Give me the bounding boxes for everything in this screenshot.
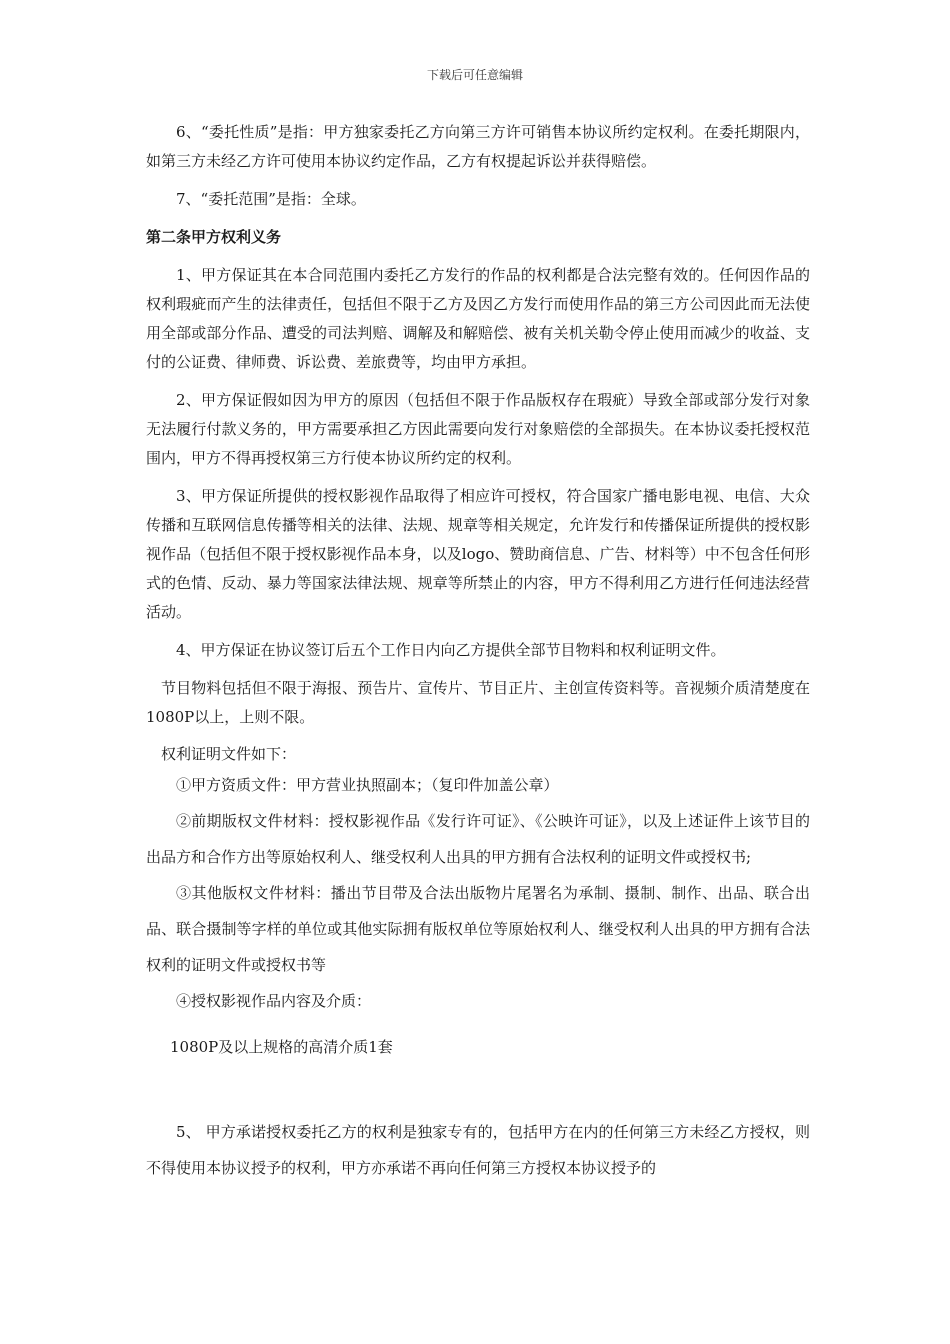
obligation-4-paragraph: 4、甲方保证在协议签订后五个工作日内向乙方提供全部节目物料和权利证明文件。: [176, 641, 726, 659]
section-heading: 第二条甲方权利义务: [146, 228, 282, 246]
proof-item-4: ④授权影视作品内容及介质：: [176, 992, 372, 1010]
page-header: 下载后可任意编辑: [426, 68, 523, 82]
obligation-2-paragraph: 2、甲方保证假如因为甲方的原因（包括但不限于作品版权存在瑕疵）导致全部或部分发行对象无法履行付款义务的，甲方需要承担乙方因此需要向发行对象赔偿的全部损失。在本协议委托授权范围内，甲方不得再授权第三方行使本协议所约定的权利。: [146, 391, 810, 467]
proof-item-1: ①甲方资质文件：甲方营业执照副本；（复印件加盖公章）: [176, 776, 559, 794]
proof-title: 权利证明文件如下：: [161, 745, 297, 763]
media-spec: 1080P及以上规格的高清介质1套: [170, 1038, 393, 1056]
clause-6-paragraph: 6、“委托性质”是指：甲方独家委托乙方向第三方许可销售本协议所约定权利。在委托期限内，如第三方未经乙方许可使用本协议约定作品，乙方有权提起诉讼并获得赔偿。: [146, 123, 810, 170]
obligation-1-paragraph: 1、甲方保证其在本合同范围内委托乙方发行的作品的权利都是合法完整有效的。任何因作品的权利瑕疵而产生的法律责任，包括但不限于乙方及因乙方发行而使用作品的第三方公司因此而无法使用全部或部分作品、遭受的司法判赔、调解及和解赔偿、被有关机关勒令停止使用而减少的收益、支付的公证费、律师费、诉讼费、差旅费等，均由甲方承担。: [146, 266, 810, 371]
document-body: [146, 118, 810, 1186]
proof-item-3: ③其他版权文件材料：播出节目带及合法出版物片尾署名为承制、摄制、制作、出品、联合出品、联合摄制等字样的单位或其他实际拥有版权单位等原始权利人、继受权利人出具的甲方拥有合法权利的证明文件或授权书等: [146, 884, 810, 974]
obligation-3-paragraph: 3、甲方保证所提供的授权影视作品取得了相应许可授权，符合国家广播电影电视、电信、大众传播和互联网信息传播等相关的法律、法规、规章等相关规定，允许发行和传播保证所提供的授权影视作品（包括但不限于授权影视作品本身，以及logo、赞助商信息、广告、材料等）中不包含任何形式的色情、反动、暴力等国家法律法规、规章等所禁止的内容，甲方不得利用乙方进行任何违法经营活动。: [146, 487, 810, 621]
clause-7-paragraph: 7、“委托范围”是指：全球。: [176, 190, 366, 208]
materials-paragraph: 节目物料包括但不限于海报、预告片、宣传片、节目正片、主创宣传资料等。音视频介质清楚度在1080P以上，上则不限。: [146, 679, 810, 726]
proof-item-2: ②前期版权文件材料：授权影视作品《发行许可证》、《公映许可证》，以及上述证件上该节目的出品方和合作方出等原始权利人、继受权利人出具的甲方拥有合法权利的证明文件或授权书;: [146, 812, 810, 866]
obligation-5-paragraph: 5、 甲方承诺授权委托乙方的权利是独家专有的，包括甲方在内的任何第三方未经乙方授权，则不得使用本协议授予的权利，甲方亦承诺不再向任何第三方授权本协议授予的: [146, 1123, 810, 1177]
